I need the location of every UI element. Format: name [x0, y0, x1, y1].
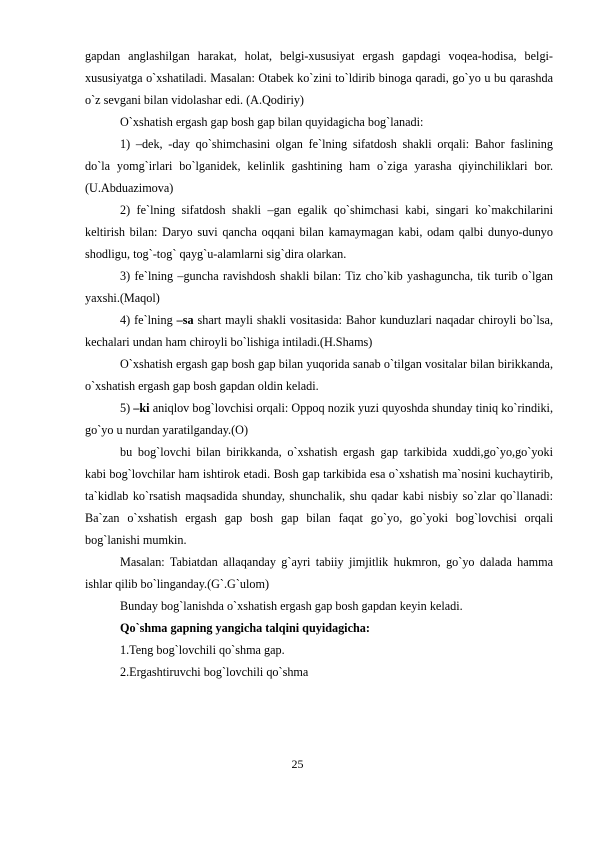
item-4-text-after: shart mayli shakli vositasida: Bahor kunduzlari naqadar chiroyli bo`lsa, kechalari undan ham chiroyli bo`lishiga intiladi.(H.Shams)	[85, 313, 554, 349]
paragraph-order-after: Bunday bog`lanishda o`xshatish ergash gap bosh gapdan keyin keladi.	[120, 599, 463, 613]
section-heading: Qo`shma gapning yangicha talqini quyidagicha:	[120, 621, 370, 635]
item-4-text-before: 4) fe`lning	[120, 313, 177, 327]
paragraph-item-1: 1) –dek, -day qo`shimchasini olgan fe`lning sifatdosh shakli orqali: Bahor faslining do`la yomg`irlari bo`lganidek, kelinlik gashtining ham o`ziga yarasha qiyinchiliklari bor. (U.Abduazimova)	[85, 137, 553, 195]
item-5-suffix-bold: –ki	[133, 401, 150, 415]
list-item-2: 2.Ergashtiruvchi bog`lovchili qo`shma	[120, 665, 309, 679]
paragraph-item-3: 3) fe`lning –guncha ravishdosh shakli bilan: Tiz cho`kib yashaguncha, tik turib o`lgan yaxshi.(Maqol)	[85, 269, 553, 305]
body-text	[85, 45, 553, 683]
item-5-text-before: 5)	[120, 401, 134, 415]
paragraph-order-note: O`xshatish ergash gap bosh gap bilan yuqorida sanab o`tilgan vositalar bilan birikkanda, o`xshatish ergash gap bosh gapdan oldin keladi.	[85, 357, 553, 393]
list-item-1: 1.Teng bog`lovchili qo`shma gap.	[120, 643, 285, 657]
paragraph-connection-intro: O`xshatish ergash gap bosh gap bilan quyidagicha bog`lanadi:	[120, 115, 424, 129]
paragraph-example: Masalan: Tabiatdan allaqanday g`ayri tabiiy jimjitlik hukmron, go`yo dalada hamma ishlar qilib bo`linganday.(G`.G`ulom)	[85, 555, 553, 591]
paragraph-item-5	[85, 397, 553, 441]
paragraph-intro: gapdan anglashilgan harakat, holat, belgi-xususiyat ergash gapdagi voqea-hodisa, belgi-xususiyatga o`xshatiladi. Masalan: Otabek ko`zini to`ldirib binoga qaradi, go`yo u bu qarashda o`z sevgani bilan vidolashar edi. (A.Qodiriy)	[85, 49, 553, 107]
item-4-suffix-bold: –sa	[176, 313, 194, 327]
paragraph-conjunctions: bu bog`lovchi bilan birikkanda, o`xshatish ergash gap tarkibida xuddi,go`yo,go`yoki kabi bog`lovchilar ham ishtirok etadi. Bosh gap tarkibida esa o`xshatish ma`nosini kuchaytirib, ta`kidlab ko`rsatish maqsadida shunday, shunchalik, shu qadar kabi nisbiy so`zlar qo`llanadi: Ba`zan o`xshatish ergash gap bosh gap bilan faqat go`yo, go`yoki bog`lovchisi orqali bog`lanishi mumkin.	[85, 445, 553, 547]
paragraph-item-4	[85, 309, 553, 353]
item-5-text-after: aniqlov bog`lovchisi orqali: Oppoq nozik yuzi quyoshda shunday tiniq ko`rindiki, go`yo u nurdan yaratilganday.(O)	[85, 401, 553, 437]
page-number: 25	[291, 757, 304, 771]
paragraph-item-2: 2) fe`lning sifatdosh shakli –gan egalik qo`shimchasi kabi, singari ko`makchilarini keltirish bilan: Daryo suvi qancha oqqani bilan kamaymagan kabi, odam qalbi dunyo-dunyo shodligu, tog`-tog` qayg`u-alamlarni sig`dira olarkan.	[85, 203, 553, 261]
